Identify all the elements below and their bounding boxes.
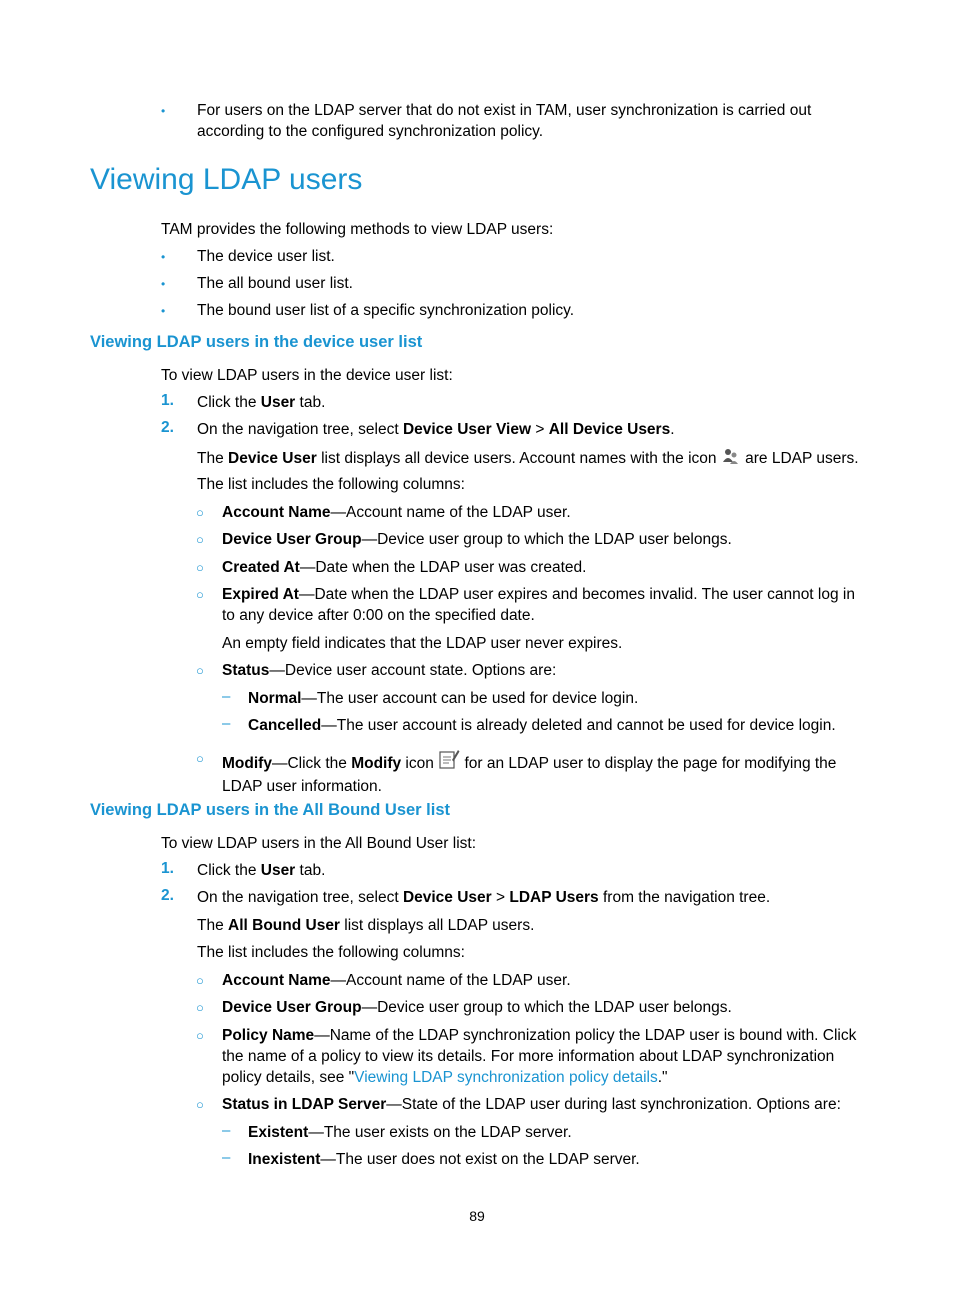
circle-marker: ○ [196,1028,204,1043]
subsection-title-device-user-list: Viewing LDAP users in the device user list [90,333,423,351]
step-number: 1. [161,392,174,409]
step-number: 2. [161,419,174,436]
sub2-step1: Click the User tab. [197,862,326,879]
section-intro: TAM provides the following methods to view LDAP users: [161,221,554,238]
sub2-intro: To view LDAP users in the All Bound User list: [161,835,477,852]
status-inexistent: Inexistent—The user does not exist on the LDAP server. [248,1151,640,1168]
method-item: The device user list. [197,248,335,265]
method-item: The bound user list of a specific synchronization policy. [197,302,575,319]
sub1-step2: On the navigation tree, select Device User View > All Device Users. [197,421,675,438]
col-status: Status—Device user account state. Options are: [222,662,557,679]
dash-marker: – [222,688,231,705]
col-account-name: Account Name—Account name of the LDAP user. [222,972,571,989]
circle-marker: ○ [196,751,204,766]
col-device-user-group: Device User Group—Device user group to which the LDAP user belongs. [222,999,732,1016]
status-cancelled: Cancelled—The user account is already deleted and cannot be used for device login. [248,717,836,734]
sub1-columns-intro: The list includes the following columns: [197,476,465,493]
col-created-at: Created At—Date when the LDAP user was created. [222,559,587,576]
circle-marker: ○ [196,973,204,988]
circle-marker: ○ [196,1000,204,1015]
expired-note: An empty field indicates that the LDAP user never expires. [222,635,623,652]
ldap-user-icon [721,447,741,471]
step-number: 1. [161,860,174,877]
circle-marker: ○ [196,663,204,678]
dash-marker: – [222,1122,231,1139]
sub1-description: The Device User list displays all device users. Account names with the icon are LDAP users. [197,447,877,471]
status-normal: Normal—The user account can be used for device login. [248,690,639,707]
col-account-name: Account Name—Account name of the LDAP user. [222,504,571,521]
subsection-title-all-bound-user-list: Viewing LDAP users in the All Bound User list [90,801,451,819]
policy-details-link[interactable]: Viewing LDAP synchronization policy details [354,1069,658,1086]
col-modify: Modify—Click the Modify icon for an LDAP user to display the page for modifying the LDAP user information. [222,748,872,797]
circle-marker: ○ [196,505,204,520]
bullet-marker: • [161,304,166,318]
circle-marker: ○ [196,560,204,575]
col-policy-name: Policy Name—Name of the LDAP synchronization policy the LDAP user is bound with. Click the name of a policy to view its details. For more information about LDAP synchronization policy details, see "Viewing LDAP synchronization policy details." [222,1027,857,1086]
section-title: Viewing LDAP users [90,163,363,196]
circle-marker: ○ [196,587,204,602]
bullet-marker: • [161,250,166,264]
status-existent: Existent—The user exists on the LDAP server. [248,1124,572,1141]
col-status-in-ldap-server: Status in LDAP Server—State of the LDAP user during last synchronization. Options are: [222,1096,841,1113]
sub2-description: The All Bound User list displays all LDAP users. [197,917,535,934]
dash-marker: – [222,1149,231,1166]
page-number: 89 [469,1208,485,1224]
circle-marker: ○ [196,1097,204,1112]
sub2-columns-intro: The list includes the following columns: [197,944,465,961]
bullet-marker: • [161,277,166,291]
intro-bullet-text: For users on the LDAP server that do not exist in TAM, user synchronization is carried out according to the configured synchronization policy. [197,102,812,140]
bullet-marker: • [161,104,166,118]
sub2-step2: On the navigation tree, select Device User > LDAP Users from the navigation tree. [197,889,771,906]
circle-marker: ○ [196,532,204,547]
dash-marker: – [222,715,231,732]
step-number: 2. [161,887,174,904]
sub1-step1: Click the User tab. [197,394,326,411]
col-expired-at: Expired At—Date when the LDAP user expires and becomes invalid. The user cannot log in to any device after 0:00 on the specified date. [222,586,855,624]
col-device-user-group: Device User Group—Device user group to which the LDAP user belongs. [222,531,732,548]
modify-icon [438,748,460,776]
sub1-intro: To view LDAP users in the device user list: [161,367,453,384]
method-item: The all bound user list. [197,275,353,292]
